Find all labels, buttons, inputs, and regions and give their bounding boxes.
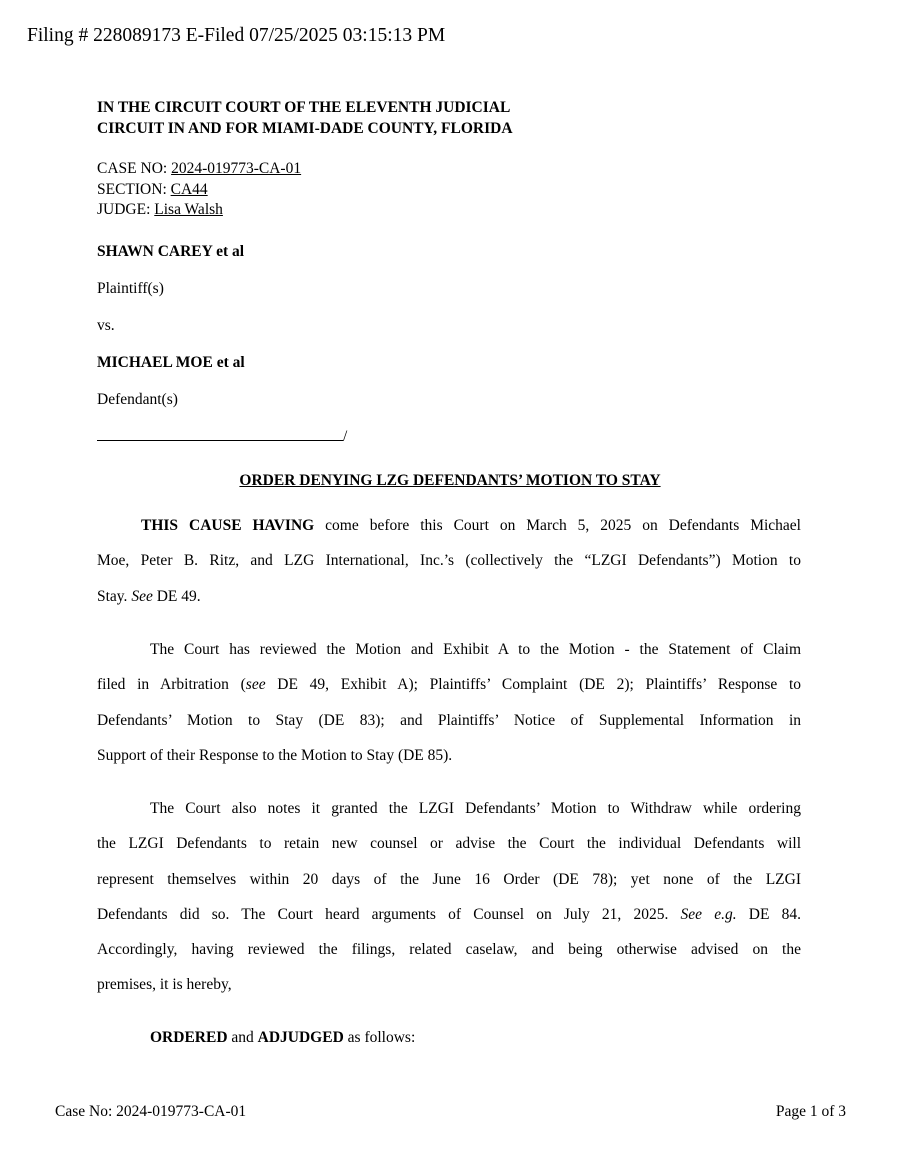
paragraph-2-line [97, 667, 801, 702]
filing-header: Filing # 228089173 E-Filed 07/25/2025 03:15:13 PM [27, 25, 446, 46]
paragraph-2-line: Support of their Response to the Motion to Stay (DE 85). [97, 746, 453, 764]
case-number-label: CASE NO: [97, 160, 172, 177]
footer-case-number: Case No: 2024-019773-CA-01 [55, 1103, 247, 1120]
versus: vs. [97, 317, 115, 334]
paragraph-1-line [97, 508, 801, 543]
plaintiff-name: SHAWN CAREY et al [97, 243, 245, 260]
paragraph-3-line [97, 897, 801, 932]
court-line-2: CIRCUIT IN AND FOR MIAMI-DADE COUNTY, FLORIDA [97, 120, 513, 137]
caption-slash: / [343, 428, 348, 445]
caption-rule [97, 426, 343, 441]
paragraph-3-line: represent themselves within 20 days of the June 16 Order (DE 78); yet none of the LZGI [97, 870, 801, 888]
ordered-and: and [227, 1029, 258, 1046]
paragraph-1-text: come before this Court on March 5, 2025 on Defendants Michael [314, 517, 801, 534]
case-number-value: 2024-019773-CA-01 [171, 160, 302, 177]
section-row [97, 180, 301, 201]
see-citation: See [131, 587, 153, 605]
see-eg-citation: See e.g. [680, 905, 737, 923]
section-value: CA44 [170, 180, 208, 198]
paragraph-2-line: The Court has reviewed the Motion and Exhibit A to the Motion - the Statement of Claim [150, 641, 801, 658]
footer-page-number: Page 1 of 3 [775, 1103, 846, 1120]
paragraph-2-line: Defendants’ Motion to Stay (DE 83); and Plaintiffs’ Notice of Supplemental Information in [97, 711, 801, 729]
adjudged-bold: ADJUDGED [257, 1029, 344, 1046]
paragraph-1 [97, 508, 801, 614]
section-label: SECTION: [97, 180, 171, 198]
defendant-name: MICHAEL MOE et al [97, 354, 245, 371]
case-info-block [97, 159, 301, 221]
see-citation: see [245, 676, 266, 694]
paragraph-3-line: Accordingly, having reviewed the filings, related caselaw, and being otherwise advised on the [97, 941, 801, 959]
ordered-rest: as follows: [343, 1029, 416, 1046]
paragraph-3-line: the LZGI Defendants to retain new counsel or advise the Court the individual Defendants will [97, 835, 801, 853]
paragraph-1-text: Stay. [97, 587, 132, 605]
ordered-adjudged-line [150, 1029, 415, 1047]
plaintiff-role: Plaintiff(s) [97, 280, 164, 297]
paragraph-2 [97, 632, 801, 773]
order-title: ORDER DENYING LZG DEFENDANTS’ MOTION TO STAY [239, 472, 661, 489]
paragraph-2-text: DE 49, Exhibit A); Plaintiffs’ Complaint (DE 2); Plaintiffs’ Response to [265, 676, 802, 694]
judge-label: JUDGE: [97, 201, 155, 218]
paragraph-3-line: The Court also notes it granted the LZGI Defendants’ Motion to Withdraw while ordering [150, 800, 801, 817]
caption-signature-line [97, 426, 347, 446]
paragraph-1-line: Moe, Peter B. Ritz, and LZG International, Inc.’s (collectively the “LZGI Defendants”) Motion to [97, 552, 801, 570]
court-line-1: IN THE CIRCUIT COURT OF THE ELEVENTH JUDICIAL [97, 99, 511, 116]
judge-row [97, 200, 301, 221]
court-caption [97, 97, 513, 139]
paragraph-3-text: DE 84. [736, 905, 802, 923]
paragraph-1-line [97, 579, 801, 614]
paragraph-3 [97, 791, 801, 1003]
ordered-bold: ORDERED [150, 1029, 228, 1046]
case-number-row [97, 159, 301, 180]
paragraph-3-line: premises, it is hereby, [97, 976, 232, 994]
paragraph-1-text: DE 49. [152, 587, 201, 605]
paragraph-3-text: Defendants did so. The Court heard arguments of Counsel on July 21, 2025. [97, 905, 681, 923]
judge-value: Lisa Walsh [154, 201, 223, 218]
paragraph-2-text: filed in Arbitration ( [97, 676, 246, 694]
this-cause-having: THIS CAUSE HAVING [141, 517, 315, 534]
defendant-role: Defendant(s) [97, 391, 178, 408]
